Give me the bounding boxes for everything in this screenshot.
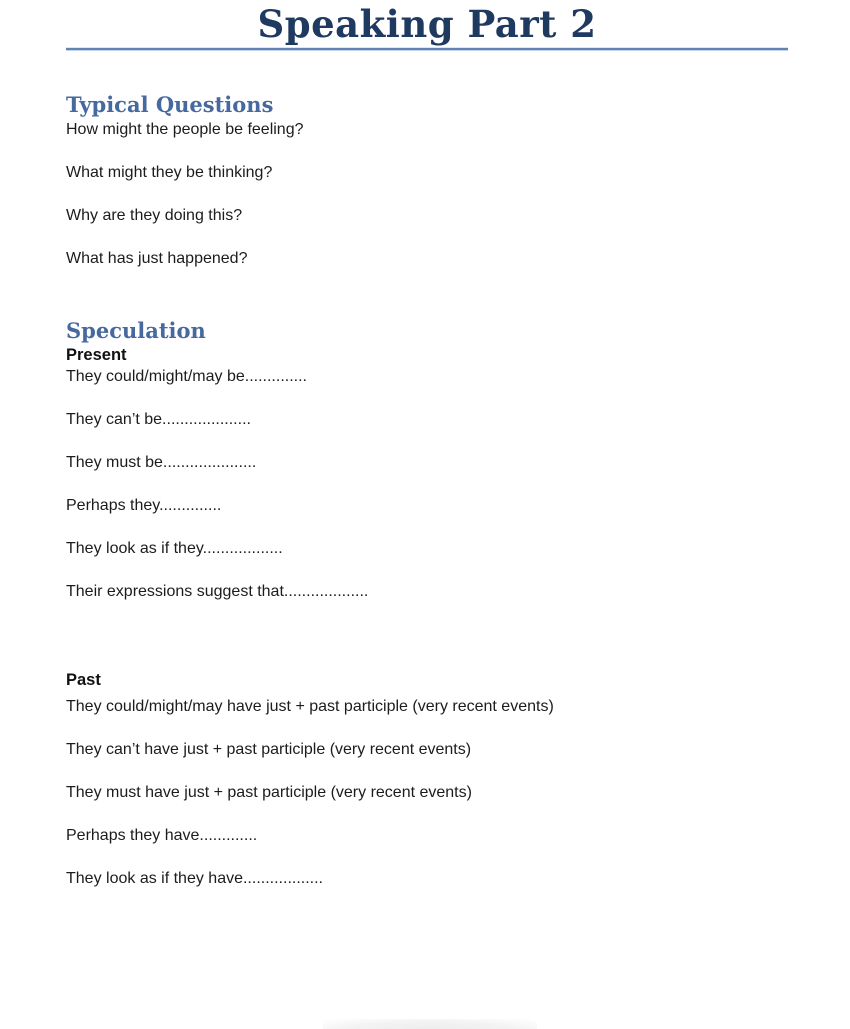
- document-title: Speaking Part 2: [257, 2, 597, 46]
- present-line-3: They must be.....................: [66, 454, 257, 471]
- section-typical-questions: [66, 90, 788, 269]
- typical-question-2: What might they be thinking?: [66, 164, 273, 181]
- past-subheading: Past: [66, 671, 101, 689]
- typical-question-4: What has just happened?: [66, 250, 248, 267]
- typical-questions-heading: Typical Questions: [66, 92, 274, 117]
- present-line-5: They look as if they..................: [66, 540, 283, 557]
- typical-question-3: Why are they doing this?: [66, 207, 243, 224]
- past-line-4: Perhaps they have.............: [66, 827, 258, 844]
- past-line-1: They could/might/may have just + past participle (very recent events): [66, 698, 554, 715]
- past-line-5: They look as if they have..................: [66, 870, 323, 887]
- present-line-1: They could/might/may be..............: [66, 368, 307, 385]
- present-subheading: Present: [66, 346, 127, 364]
- typical-question-1: How might the people be feeling?: [66, 121, 304, 138]
- present-line-4: Perhaps they..............: [66, 497, 222, 514]
- past-line-3: They must have just + past participle (very recent events): [66, 784, 472, 801]
- document-page: [0, 2, 850, 889]
- present-line-6: Their expressions suggest that...................: [66, 583, 369, 600]
- present-line-2: They can’t be....................: [66, 411, 251, 428]
- section-speculation: [66, 316, 788, 889]
- past-line-2: They can’t have just + past participle (very recent events): [66, 741, 472, 758]
- document-header: [66, 2, 788, 50]
- next-content-peek: [323, 1019, 537, 1029]
- speculation-heading: Speculation: [66, 318, 206, 343]
- title-underline-rule: [66, 48, 788, 50]
